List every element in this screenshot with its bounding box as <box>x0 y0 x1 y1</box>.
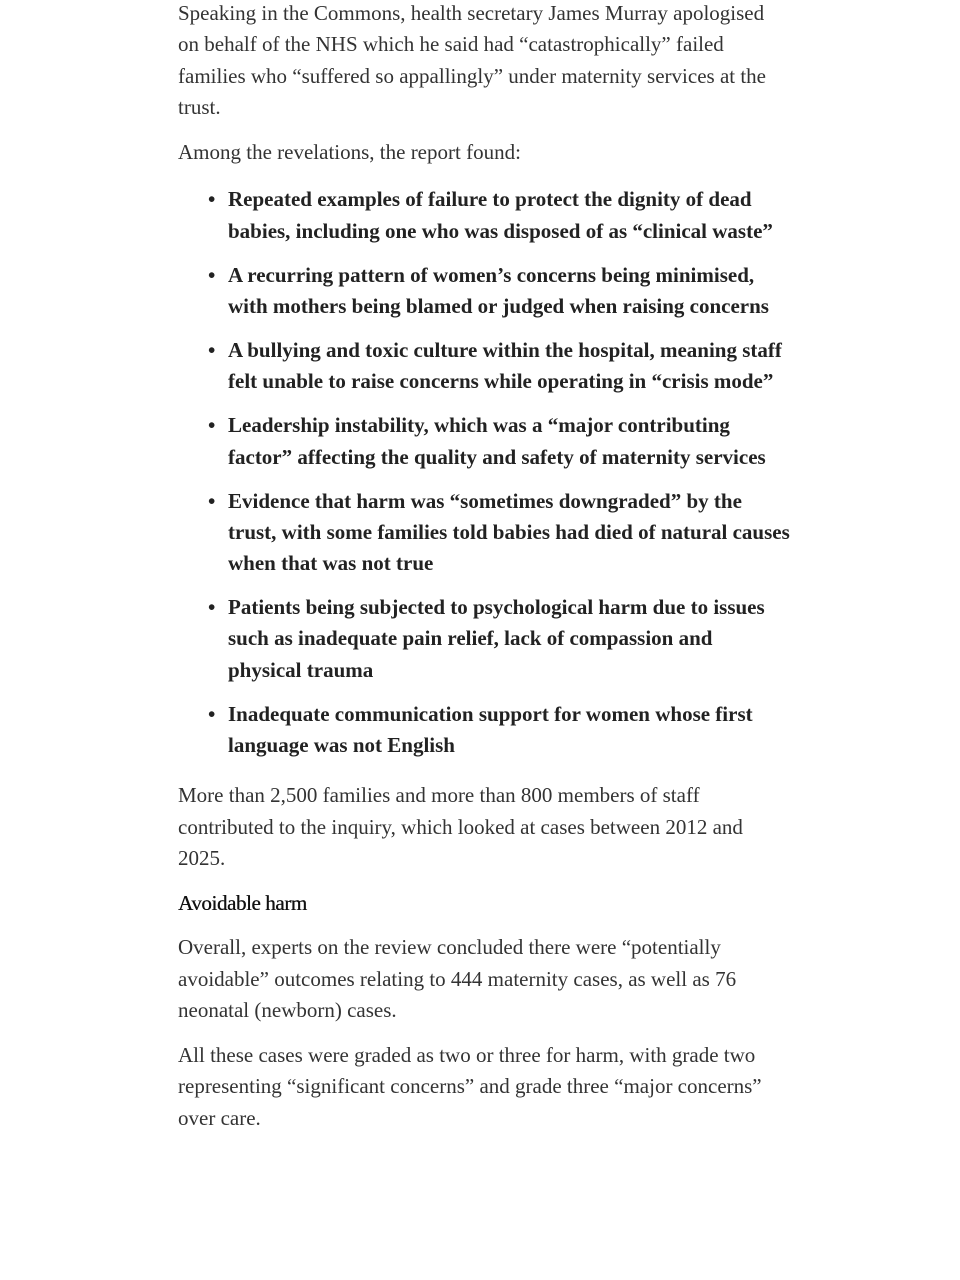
inquiry-scope-paragraph: More than 2,500 families and more than 800 members of staff contributed to the inquiry, which looked at cases between 2012 and 2025. <box>178 783 743 870</box>
finding-text: Repeated examples of failure to protect the dignity of dead babies, including one who was disposed of as “clinical waste” <box>228 187 773 243</box>
finding-item <box>178 699 790 762</box>
finding-item <box>178 592 790 686</box>
bullet-icon: • <box>208 488 216 513</box>
section-subheading: Avoidable harm <box>178 891 307 916</box>
finding-item <box>178 410 790 473</box>
article-body <box>178 0 790 1148</box>
intro-paragraph: Speaking in the Commons, health secretary James Murray apologised on behalf of the NHS which he said had “catastrophically” failed families who “suffered so appallingly” under maternity services at the trust. <box>178 1 766 119</box>
finding-text: A recurring pattern of women’s concerns being minimised, with mothers being blamed or judged when raising concerns <box>228 262 769 319</box>
finding-item <box>178 486 790 580</box>
avoidable-outcomes-paragraph: Overall, experts on the review concluded there were “potentially avoidable” outcomes relating to 444 maternity cases, as well as 76 neonatal (newborn) cases. <box>178 935 737 1022</box>
finding-text: Inadequate communication support for women whose first language was not English <box>228 701 753 758</box>
bullet-icon: • <box>208 262 216 287</box>
harm-grading-paragraph: All these cases were graded as two or three for harm, with grade two representing “significant concerns” and grade three “major concerns” over care. <box>178 1043 762 1130</box>
bullet-icon: • <box>208 701 216 726</box>
bullet-icon: • <box>208 413 216 438</box>
finding-text: Leadership instability, which was a “major contributing factor” affecting the quality and safety of maternity services <box>228 413 766 469</box>
list-intro-paragraph: Among the revelations, the report found: <box>178 140 521 165</box>
finding-item <box>178 260 790 323</box>
bullet-icon: • <box>208 595 216 620</box>
finding-text: A bullying and toxic culture within the hospital, meaning staff felt unable to raise concerns while operating in “crisis mode” <box>228 338 782 394</box>
bullet-icon: • <box>208 187 216 212</box>
findings-list <box>178 184 790 761</box>
finding-text: Evidence that harm was “sometimes downgraded” by the trust, with some families told babies had died of natural causes when that was not true <box>228 488 790 576</box>
finding-text: Patients being subjected to psychological harm due to issues such as inadequate pain relief, lack of compassion and physical trauma <box>228 595 765 682</box>
finding-item <box>178 184 790 247</box>
finding-item <box>178 335 790 398</box>
bullet-icon: • <box>208 338 216 363</box>
